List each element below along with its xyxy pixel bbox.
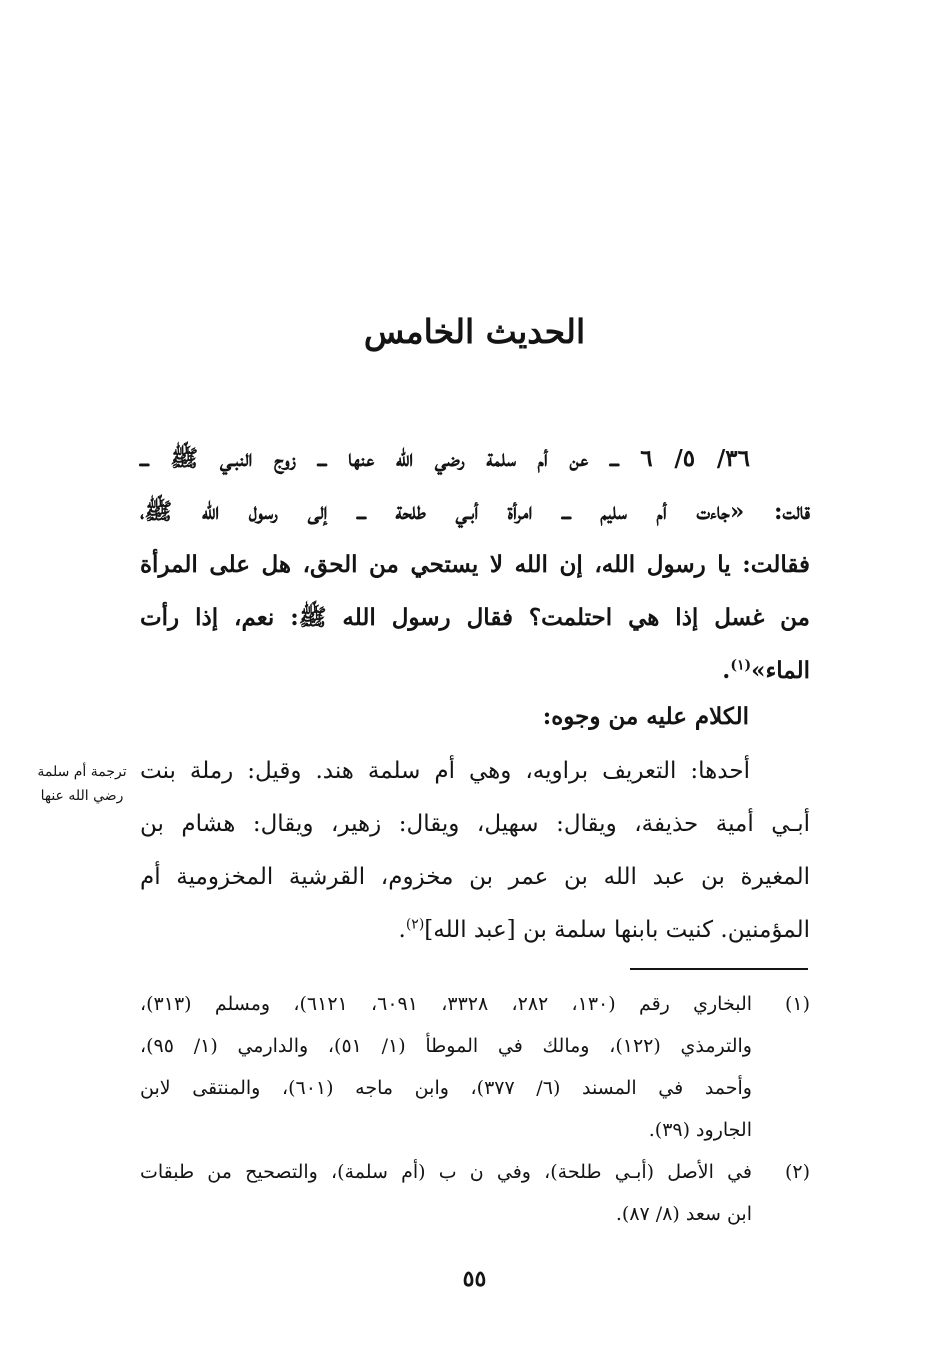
paragraph-line-text: أبـي أمية حذيفة، ويقال: سهيل، ويقال: زهير، ويقال: هشام بن (140, 811, 810, 837)
hadith-line-text: ٣٦/ ٥/ ٦ ـــ عن أم سلمة رضي الله عنها ـــ زوج النبـي ﷺ ـــ (140, 445, 750, 472)
section-heading: الكلام عليه من وجوه: (542, 703, 749, 730)
paragraph-end: . (398, 917, 406, 943)
margin-note-line: ترجمة أم سلمة (37, 764, 127, 780)
footnote-ref-1[interactable]: (١) (730, 657, 752, 674)
hadith-text (140, 432, 810, 697)
footnote-1 (140, 983, 810, 1151)
footnote-line: ابن سعد (٨/ ٨٧). (615, 1203, 752, 1225)
paragraph-line-text: المؤمنين. كنيت بابنها سلمة بن [عبد الله] (424, 917, 810, 943)
hadith-line-text: قالت: «جاءت أم سليم ـــ امرأة أبـي طلحة ـــ إلى رسول الله ﷺ، (140, 498, 810, 525)
hadith-line (140, 538, 810, 591)
paragraph-line (140, 745, 810, 798)
hadith-line (140, 485, 810, 538)
hadith-line (140, 591, 810, 644)
page-number: ٥٥ (462, 1266, 487, 1292)
hadith-line-text: الماء» (751, 657, 810, 684)
paragraph-line-text: أحدها: التعريف براويه، وهي أم سلمة هند. وقيل: رملة بنت (140, 758, 750, 784)
footnote-line: في الأصل (أبـي طلحة)، وفي ن ب (أم سلمة)، والتصحيح من طبقات (140, 1161, 752, 1183)
paragraph-line-text: المغيرة بن عبد الله بن عمر بن مخزوم، القرشية المخزومية أم (140, 864, 810, 890)
footnote-line: البخاري رقم (١٣٠، ٢٨٢، ٣٣٢٨، ٦٠٩١، ٦١٢١)، ومسلم (٣١٣)، (140, 993, 753, 1015)
paragraph-line (140, 798, 810, 851)
footnote-2 (140, 1151, 810, 1235)
hadith-line-text: فقالت: يا رسول الله، إن الله لا يستحي من الحق، هل على المرأة (140, 551, 810, 578)
hadith-line-text: من غسل إذا هي احتلمت؟ فقال رسول الله ﷺ: نعم، إذا رأت (140, 604, 810, 631)
footnote-separator (630, 968, 808, 970)
paragraph-line (140, 851, 810, 904)
narrator-paragraph (140, 745, 810, 957)
footnote-ref-2[interactable]: (٢) (405, 916, 425, 933)
page-title: الحديث الخامس (363, 312, 586, 351)
footnotes (140, 983, 810, 1235)
footnote-line: وأحمد في المسند (٦/ ٣٧٧)، وابن ماجه (٦٠١)، والمنتقى لابن (140, 1077, 752, 1099)
paragraph-line (140, 904, 810, 957)
margin-note (32, 760, 132, 808)
footnote-line: والترمذي (١٢٢)، ومالك في الموطأ (١/ ٥١)، والدارمي (١/ ٩٥)، (140, 1035, 752, 1057)
hadith-end: . (722, 657, 731, 684)
margin-note-line: رضي الله عنها (40, 788, 124, 804)
footnote-number: (٢) (784, 1161, 810, 1183)
footnote-line: الجارود (٣٩). (648, 1119, 752, 1141)
hadith-line (140, 432, 810, 485)
footnote-number: (١) (784, 993, 810, 1015)
